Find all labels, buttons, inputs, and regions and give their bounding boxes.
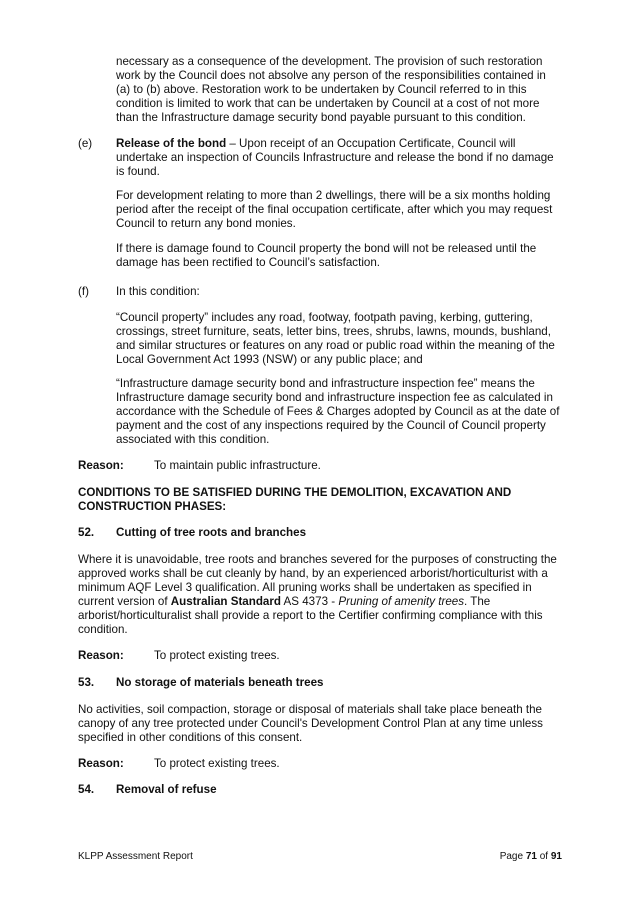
item-e-paragraph-2: For development relating to more than 2 dwellings, there will be a six months holding period after the receipt of the final occupation certificate, after which you may request Council to return any bond monies.: [116, 189, 553, 230]
condition-53-title: No storage of materials beneath trees: [116, 676, 324, 689]
footer-current-page: 71: [525, 851, 537, 862]
condition-52-text-a: Where it is unavoidable, tree roots and branches severed for the purposes of constructing the approved works shall be cut cleanly by hand, by an experienced arborist/horticulturist with a minimum AQF Level 3 qualification. All pruning works shall be undertaken as specified in current version of: [78, 553, 557, 608]
condition-52-text-c: . The arborist/horticulturalist shall provide a report to the Certifier confirming compliance with this condition.: [78, 595, 543, 636]
condition-52-standard-title: Pruning of amenity trees: [338, 595, 465, 608]
condition-54-title: Removal of refuse: [116, 783, 217, 796]
item-f-paragraph-2: “Council property” includes any road, footway, footpath paving, kerbing, guttering, crossings, street furniture, seats, letter bins, trees, shrubs, lawns, mounds, bushland, and similar structures or features on any road or public road within the meaning of the Local Government Act 1993 (NSW) or any public place; and: [116, 311, 555, 366]
condition-52-reason: To protect existing trees.: [154, 649, 280, 662]
item-e-rest: – Upon receipt of an Occupation Certificate, Council will undertake an inspection of Councils Infrastructure and release the bond if no damage is found.: [116, 137, 554, 178]
paragraph-d-continuation: necessary as a consequence of the development. The provision of such restoration work by the Council does not absolve any person of the responsibilities contained in (a) to (b) above. Restoration work to be undertaken by Council referred to in this condition is limited to work that can be undertaken by Council at a cost of not more than the Infrastructure damage security bond payable pursuant to this condition.: [116, 55, 546, 124]
item-f-label: (f): [78, 285, 89, 298]
item-e-label: (e): [78, 137, 93, 150]
condition-52-number: 52.: [78, 526, 95, 539]
reason-text: To maintain public infrastructure.: [154, 459, 321, 472]
section-heading: CONDITIONS TO BE SATISFIED DURING THE DEMOLITION, EXCAVATION AND CONSTRUCTION PHASES:: [78, 486, 512, 513]
footer-page-prefix: Page: [499, 851, 526, 862]
condition-52-title: Cutting of tree roots and branches: [116, 526, 307, 539]
condition-53-reason: To protect existing trees.: [154, 757, 280, 770]
item-f-paragraph-3: “Infrastructure damage security bond and infrastructure inspection fee” means the Infrastructure damage security bond and infrastructure inspection fee as calculated in accordance with the Schedule of Fees & Charges adopted by Council as at the date of payment and the cost of any inspections required by the Council of Council property associated with this condition.: [116, 377, 560, 446]
condition-54-number: 54.: [78, 783, 95, 796]
condition-53-text: No activities, soil compaction, storage or disposal of materials shall take place beneath the canopy of any tree protected under Council's Development Control Plan at any time unless specified in other conditions of this consent.: [78, 703, 543, 744]
item-e-paragraph-3: If there is damage found to Council property the bond will not be released until the damage has been rectified to Council’s satisfaction.: [116, 242, 537, 269]
condition-53-reason-label: Reason:: [78, 757, 124, 770]
footer-of: of: [536, 851, 551, 862]
footer-report-name: KLPP Assessment Report: [78, 851, 193, 862]
item-e-text: [116, 137, 562, 179]
footer-total-pages: 91: [550, 851, 562, 862]
condition-52-text: [78, 553, 562, 637]
reason-label: Reason:: [78, 459, 124, 472]
condition-52-text-b: AS 4373 -: [280, 595, 339, 608]
condition-52-standard: Australian Standard: [170, 595, 281, 608]
footer-page-number: [500, 850, 562, 864]
condition-52-reason-label: Reason:: [78, 649, 124, 662]
item-e-bold: Release of the bond: [116, 137, 227, 150]
condition-53-number: 53.: [78, 676, 95, 689]
item-f-text: In this condition:: [116, 285, 200, 298]
